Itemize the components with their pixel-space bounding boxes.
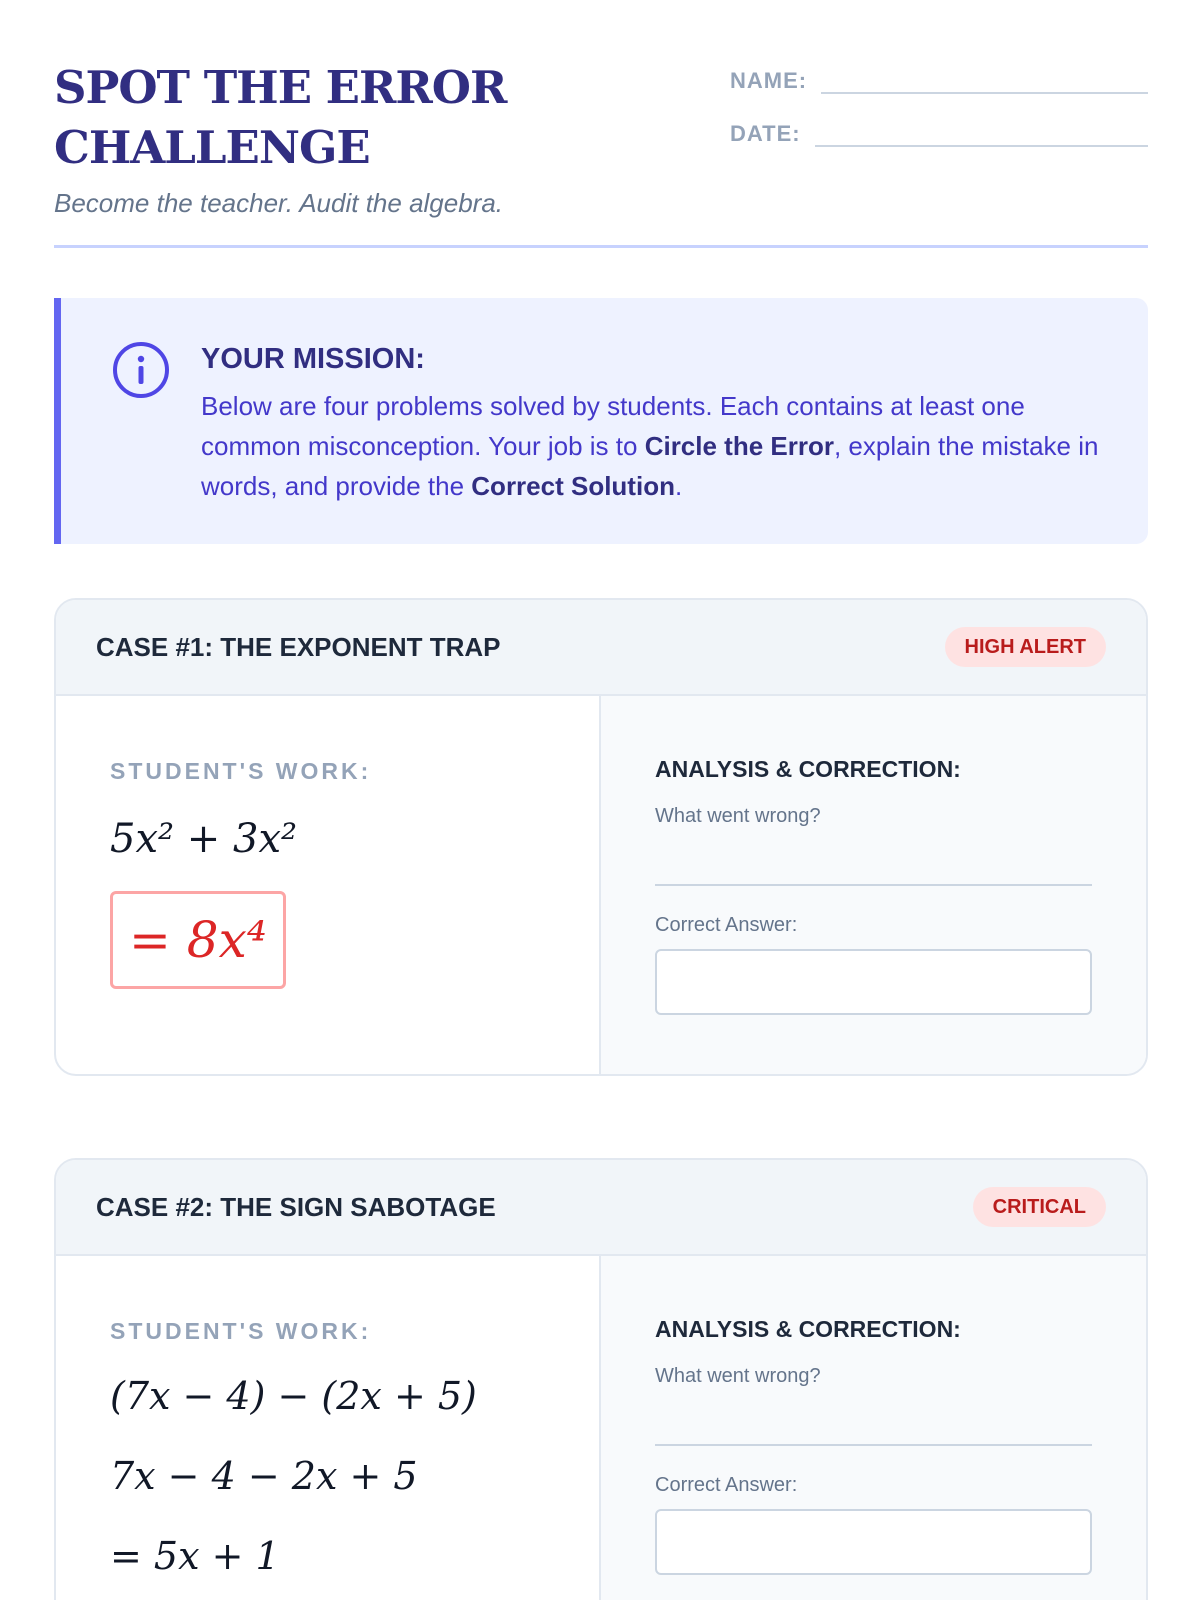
date-row <box>730 111 1148 147</box>
what-went-wrong-label: What went wrong? <box>655 805 821 827</box>
info-icon <box>111 340 171 400</box>
name-label: NAME: <box>730 68 808 93</box>
correct-answer-box[interactable] <box>655 1509 1092 1575</box>
mission-bold-solution: Correct Solution <box>471 471 675 501</box>
name-row <box>730 58 1148 94</box>
work-step-1: 5x² + 3x² <box>110 816 298 862</box>
correct-answer-box[interactable] <box>655 949 1092 1015</box>
mission-text-part: , explain the mistake in words, and provide the <box>201 431 1099 501</box>
mission-callout <box>54 298 1148 544</box>
explanation-line[interactable] <box>655 828 1092 886</box>
analysis-panel <box>601 696 1146 1074</box>
page-subtitle: Become the teacher. Audit the algebra. <box>54 188 504 218</box>
mission-title: YOUR MISSION: <box>201 343 425 375</box>
work-label: STUDENT'S WORK: <box>110 758 372 784</box>
work-label: STUDENT'S WORK: <box>110 1318 372 1344</box>
case-card-1 <box>54 598 1148 1076</box>
error-step-box[interactable] <box>110 891 286 989</box>
error-step: = 8x⁴ <box>129 911 267 969</box>
student-work-panel <box>56 1256 601 1600</box>
work-step-2: 7x − 4 − 2x + 5 <box>110 1454 418 1498</box>
explanation-line[interactable] <box>655 1388 1092 1446</box>
student-info <box>730 58 1148 164</box>
case-card-2 <box>54 1158 1148 1600</box>
alert-badge: CRITICAL <box>973 1187 1106 1227</box>
mission-text <box>201 386 1121 506</box>
what-went-wrong-label: What went wrong? <box>655 1365 821 1387</box>
correct-answer-label: Correct Answer: <box>655 914 798 936</box>
mission-text-part: . <box>674 471 683 501</box>
case-header <box>56 1160 1146 1256</box>
case-header <box>56 600 1146 696</box>
mission-bold-circle: Circle the Error <box>644 431 834 461</box>
case-title: CASE #1: THE EXPONENT TRAP <box>96 632 501 662</box>
student-work-panel <box>56 696 601 1074</box>
mission-text-part: Below are four problems solved by students. Each contains at least one common misconception. Your job is to <box>201 391 1025 461</box>
page-title: SPOT THE ERROR CHALLENGE <box>54 61 507 174</box>
date-field[interactable] <box>815 123 1148 147</box>
analysis-panel <box>601 1256 1146 1600</box>
date-label: DATE: <box>730 121 801 146</box>
error-step[interactable]: = 5x + 1 <box>110 1534 280 1578</box>
correct-answer-label: Correct Answer: <box>655 1474 798 1496</box>
case-title: CASE #2: THE SIGN SABOTAGE <box>96 1192 496 1222</box>
case-body <box>56 1256 1146 1600</box>
analysis-title: ANALYSIS & CORRECTION: <box>655 1316 961 1342</box>
alert-badge: HIGH ALERT <box>945 627 1106 667</box>
name-field[interactable] <box>821 70 1148 94</box>
case-body <box>56 696 1146 1074</box>
analysis-title: ANALYSIS & CORRECTION: <box>655 756 961 782</box>
work-step-1: (7x − 4) − (2x + 5) <box>110 1374 477 1418</box>
